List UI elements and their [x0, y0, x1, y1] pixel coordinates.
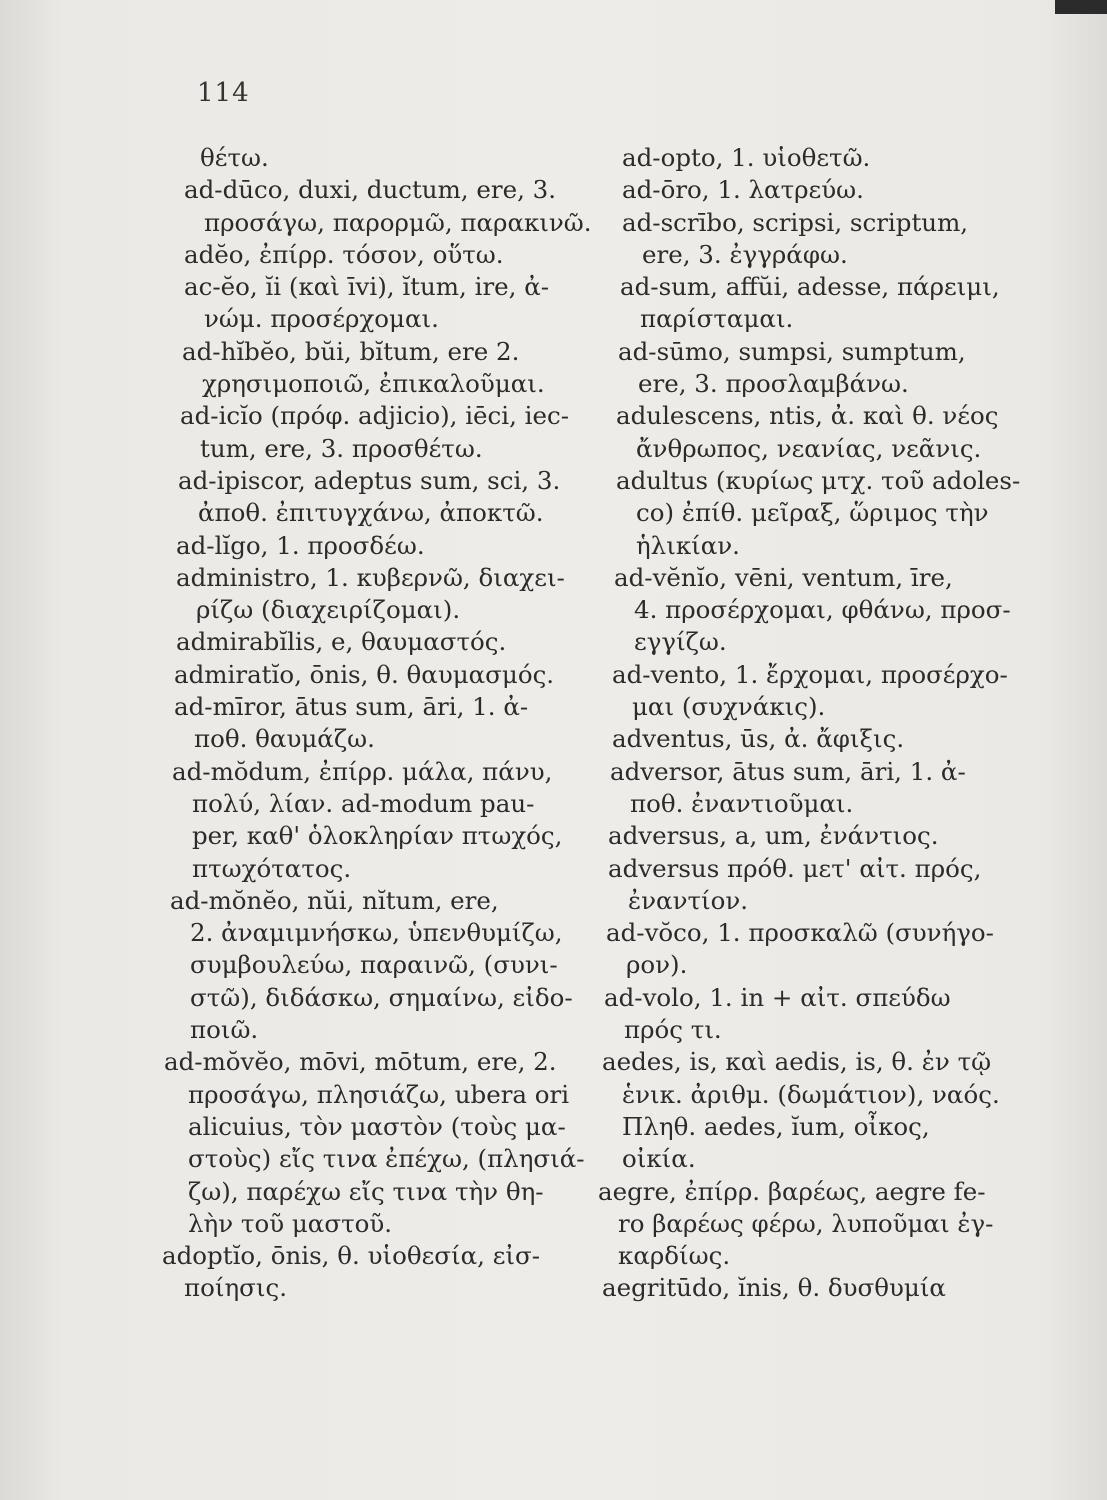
dictionary-line: ro βαρέως φέρω, λυποῦμαι ἐγ-: [618, 1208, 994, 1238]
dictionary-line: ad-sūmo, sumpsi, sumptum,: [618, 336, 966, 366]
dictionary-line: ad-lĭgo, 1. προσδέω.: [176, 530, 425, 560]
dictionary-line: co) ἐπίθ. μεῖραξ, ὥριμος τὴν: [636, 498, 989, 528]
dictionary-line: ad-icĭo (πρόφ. adjicio), iēci, iec-: [180, 401, 570, 431]
dictionary-line: adoptĭo, ōnis, θ. υἱοθεσία, εἰσ-: [162, 1241, 541, 1271]
dictionary-line: στοὺς) εἴς τινα ἐπέχω, (πλησιά-: [188, 1144, 585, 1174]
dictionary-line: ad-dūco, duxi, ductum, ere, 3.: [184, 175, 557, 205]
dictionary-line: πτωχότατος.: [192, 853, 352, 883]
page-number: 114: [197, 78, 250, 108]
dictionary-line: παρίσταμαι.: [640, 304, 794, 334]
dictionary-line: πολύ, λίαν. ad-modum pau-: [192, 788, 535, 818]
dictionary-line: θέτω.: [200, 143, 269, 172]
dictionary-line: ρον).: [626, 950, 688, 980]
right-column: [598, 142, 1023, 1305]
dictionary-line: λὴν τοῦ μαστοῦ.: [188, 1208, 393, 1238]
dictionary-line: adversor, ātus sum, āri, 1. ἀ-: [610, 756, 966, 786]
dictionary-line: Πληθ. aedes, ĭum, οἶκος,: [622, 1111, 930, 1141]
dictionary-line: πρός τι.: [624, 1015, 722, 1045]
dictionary-line: ad-mīror, ātus sum, āri, 1. ἀ-: [174, 692, 529, 722]
dictionary-line: ποθ. ἐναντιοῦμαι.: [630, 788, 854, 818]
dictionary-line: ρίζω (διαχειρίζομαι).: [196, 595, 461, 625]
dictionary-line: admiratĭo, ōnis, θ. θαυμασμός.: [174, 659, 555, 689]
dictionary-line: ac-ĕo, ĭi (καὶ īvi), ĭtum, ire, ἀ-: [184, 272, 550, 302]
dictionary-line: ἡλικίαν.: [636, 530, 740, 560]
dictionary-line: aegre, ἐπίρρ. βαρέως, aegre fe-: [598, 1176, 986, 1206]
dictionary-line: συμβουλεύω, παραινῶ, (συνι-: [190, 950, 558, 980]
dictionary-line: ere, 3. ἐγγράφω.: [642, 239, 848, 269]
dictionary-line: adversus, a, um, ἐνάντιος.: [608, 821, 939, 851]
scan-edge-mark: [1055, 0, 1107, 14]
dictionary-line: εγγίζω.: [634, 627, 727, 657]
dictionary-line: adulescens, ntis, ἀ. καὶ θ. νέος: [616, 401, 999, 431]
dictionary-line: ad-vĕnĭo, vēni, ventum, īre,: [614, 562, 953, 592]
dictionary-line: 4. προσέρχομαι, φθάνω, προσ-: [634, 595, 1011, 625]
dictionary-line: aedes, is, καὶ aedis, is, θ. ἐν τῷ: [602, 1047, 992, 1077]
left-column: [160, 142, 592, 1305]
dictionary-line: ad-ipiscor, adeptus sum, sci, 3.: [178, 465, 561, 495]
dictionary-line: ad-scrībo, scripsi, scriptum,: [622, 207, 969, 237]
dictionary-line: ἄνθρωπος, νεανίας, νεᾶνις.: [636, 433, 982, 463]
dictionary-line: ere, 3. προσλαμβάνω.: [638, 369, 909, 399]
dictionary-line: ad-opto, 1. υἱοθετῶ.: [622, 143, 871, 172]
dictionary-line: aegritūdo, ĭnis, θ. δυσθυμία: [602, 1273, 946, 1303]
dictionary-line: ad-sum, affŭi, adesse, πάρειμι,: [620, 272, 1000, 302]
dictionary-line: ad-mŏdum, ἐπίρρ. μάλα, πάνυ,: [172, 756, 553, 786]
dictionary-line: adultus (κυρίως μτχ. τοῦ adoles-: [616, 465, 1021, 495]
dictionary-line: ad-ōro, 1. λατρεύω.: [622, 175, 864, 205]
dictionary-line: προσάγω, πλησιάζω, ubera ori: [188, 1079, 570, 1109]
dictionary-line: ἐναντίον.: [628, 885, 749, 915]
dictionary-line: ἑνικ. ἀριθμ. (δωμάτιον), ναός.: [622, 1079, 1000, 1109]
dictionary-line: ad-vŏco, 1. προσκαλῶ (συνήγο-: [606, 918, 994, 948]
dictionary-line: ad-vento, 1. ἔρχομαι, προσέρχο-: [612, 659, 1008, 689]
dictionary-line: ad-volo, 1. in + αἰτ. σπεύδω: [604, 982, 951, 1012]
dictionary-line: ποθ. θαυμάζω.: [194, 724, 375, 754]
dictionary-line: ἀποθ. ἐπιτυγχάνω, ἀποκτῶ.: [198, 498, 544, 528]
dictionary-line: ad-hĭbĕo, bŭi, bĭtum, ere 2.: [182, 336, 520, 366]
dictionary-line: ζω), παρέχω εἴς τινα τὴν θη-: [188, 1176, 544, 1206]
dictionary-line: adventus, ūs, ἀ. ἄφιξις.: [612, 724, 905, 754]
dictionary-line: tum, ere, 3. προσθέτω.: [200, 433, 483, 463]
dictionary-line: προσάγω, παρορμῶ, παρακινῶ.: [204, 207, 592, 237]
dictionary-line: ad-mŏnĕo, nŭi, nĭtum, ere,: [170, 885, 499, 915]
dictionary-line: ποίησις.: [184, 1273, 287, 1303]
dictionary-line: χρησιμοποιῶ, ἐπικαλοῦμαι.: [202, 369, 545, 399]
dictionary-line: alicuius, τὸν μαστὸν (τοὺς μα-: [188, 1111, 566, 1141]
dictionary-line: 2. ἀναμιμνήσκω, ὑπενθυμίζω,: [190, 918, 563, 948]
dictionary-line: adversus πρόθ. μετ' αἰτ. πρός,: [608, 853, 982, 883]
dictionary-line: νώμ. προσέρχομαι.: [204, 304, 439, 334]
dictionary-line: ad-mŏvĕo, mōvi, mōtum, ere, 2.: [164, 1047, 557, 1077]
dictionary-line: ποιῶ.: [190, 1015, 259, 1045]
dictionary-line: στῶ), διδάσκω, σημαίνω, εἰδο-: [190, 982, 573, 1012]
dictionary-line: οἰκία.: [622, 1144, 696, 1174]
dictionary-line: adĕo, ἐπίρρ. τόσον, οὕτω.: [184, 239, 504, 269]
dictionary-line: administro, 1. κυβερνῶ, διαχει-: [176, 562, 565, 592]
dictionary-line: καρδίως.: [618, 1241, 731, 1271]
dictionary-line: μαι (συχνάκις).: [632, 692, 826, 722]
dictionary-line: per, καθ' ὁλοκληρίαν πτωχός,: [192, 821, 563, 851]
dictionary-line: admirabĭlis, e, θαυμαστός.: [176, 627, 507, 657]
